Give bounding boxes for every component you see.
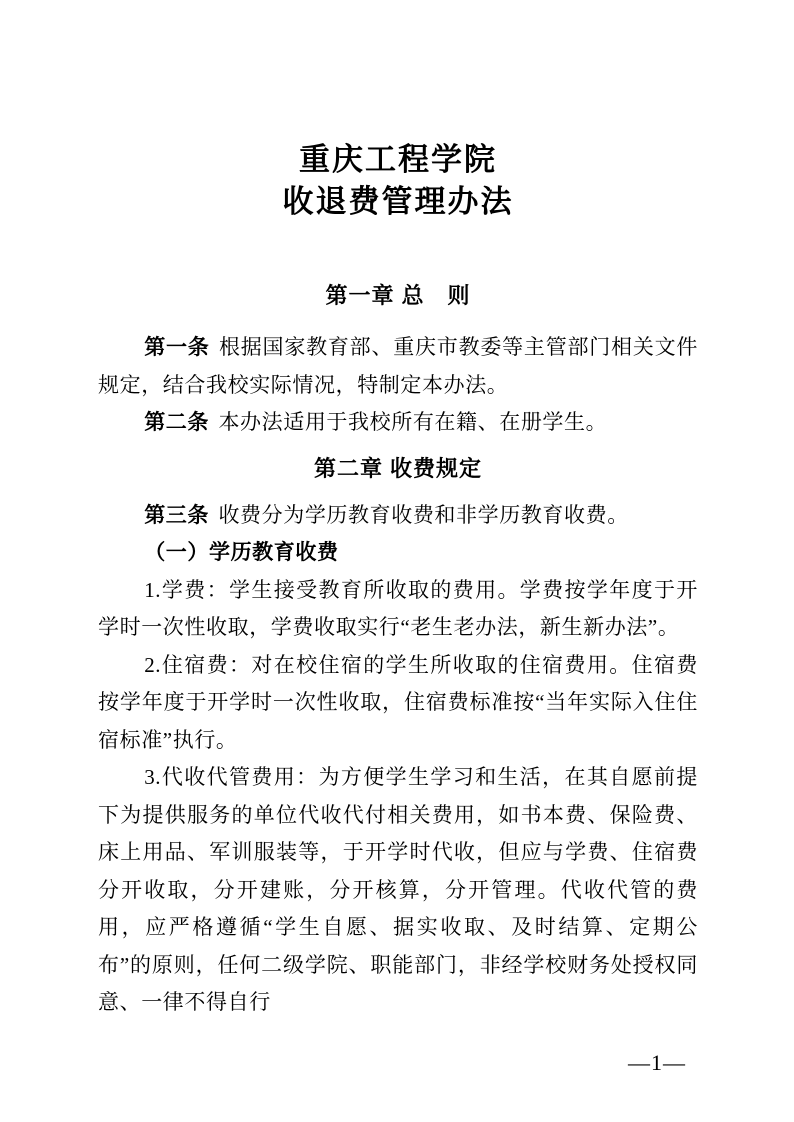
article-1-text: 根据国家教育部、重庆市教委等主管部门相关文件规定，结合我校实际情况，特制定本办法。 [98, 335, 698, 397]
list-item-3-collection-fees [98, 759, 698, 1022]
document-title-line-1: 重庆工程学院 [299, 142, 497, 177]
article-2-paragraph [98, 404, 698, 442]
chapter-2-heading: 第二章 收费规定 [313, 455, 483, 481]
list-item-1-text: 1.学费：学生接受教育所收取的费用。学费按学年度于开学时一次性收取，学费收取实行“老生老办法，新生新办法”。 [98, 577, 698, 639]
document-title [98, 139, 698, 223]
list-item-2-text: 2.住宿费：对在校住宿的学生所收取的住宿费用。住宿费按学年度于开学时一次性收取，住宿费标准按“当年实际入住住宿标准”执行。 [98, 652, 698, 752]
subsection-heading: （一）学历教育收费 [144, 540, 339, 564]
article-2-label: 第二条 [144, 410, 209, 434]
article-3-label: 第三条 [144, 502, 209, 527]
list-item-1-tuition [98, 572, 698, 647]
article-1-label: 第一条 [144, 335, 210, 359]
article-2-text: 本办法适用于我校所有在籍、在册学生。 [218, 410, 608, 434]
list-item-2-accommodation [98, 647, 698, 760]
page-number: —1— [628, 1049, 686, 1075]
chapter-1-heading: 第一章 总 则 [325, 283, 471, 308]
article-3-paragraph [98, 497, 698, 535]
article-1-paragraph [98, 329, 698, 404]
list-item-3-text: 3.代收代管费用：为方便学生学习和生活，在其自愿前提下为提供服务的单位代收代付相关费用，如书本费、保险费、床上用品、军训服装等，于开学时代收，但应与学费、住宿费分开收取，分开建账，分开核算，分开管理。代收代管的费用，应严格遵循“学生自愿、据实收取、及时结算、定期公布”的原则，任何二级学院、职能部门，非经学校财务处授权同意、一律不得自行 [98, 765, 698, 1014]
document-title-line-2: 收退费管理办法 [282, 184, 514, 219]
article-3-text: 收费分为学历教育收费和非学历教育收费。 [218, 502, 629, 527]
